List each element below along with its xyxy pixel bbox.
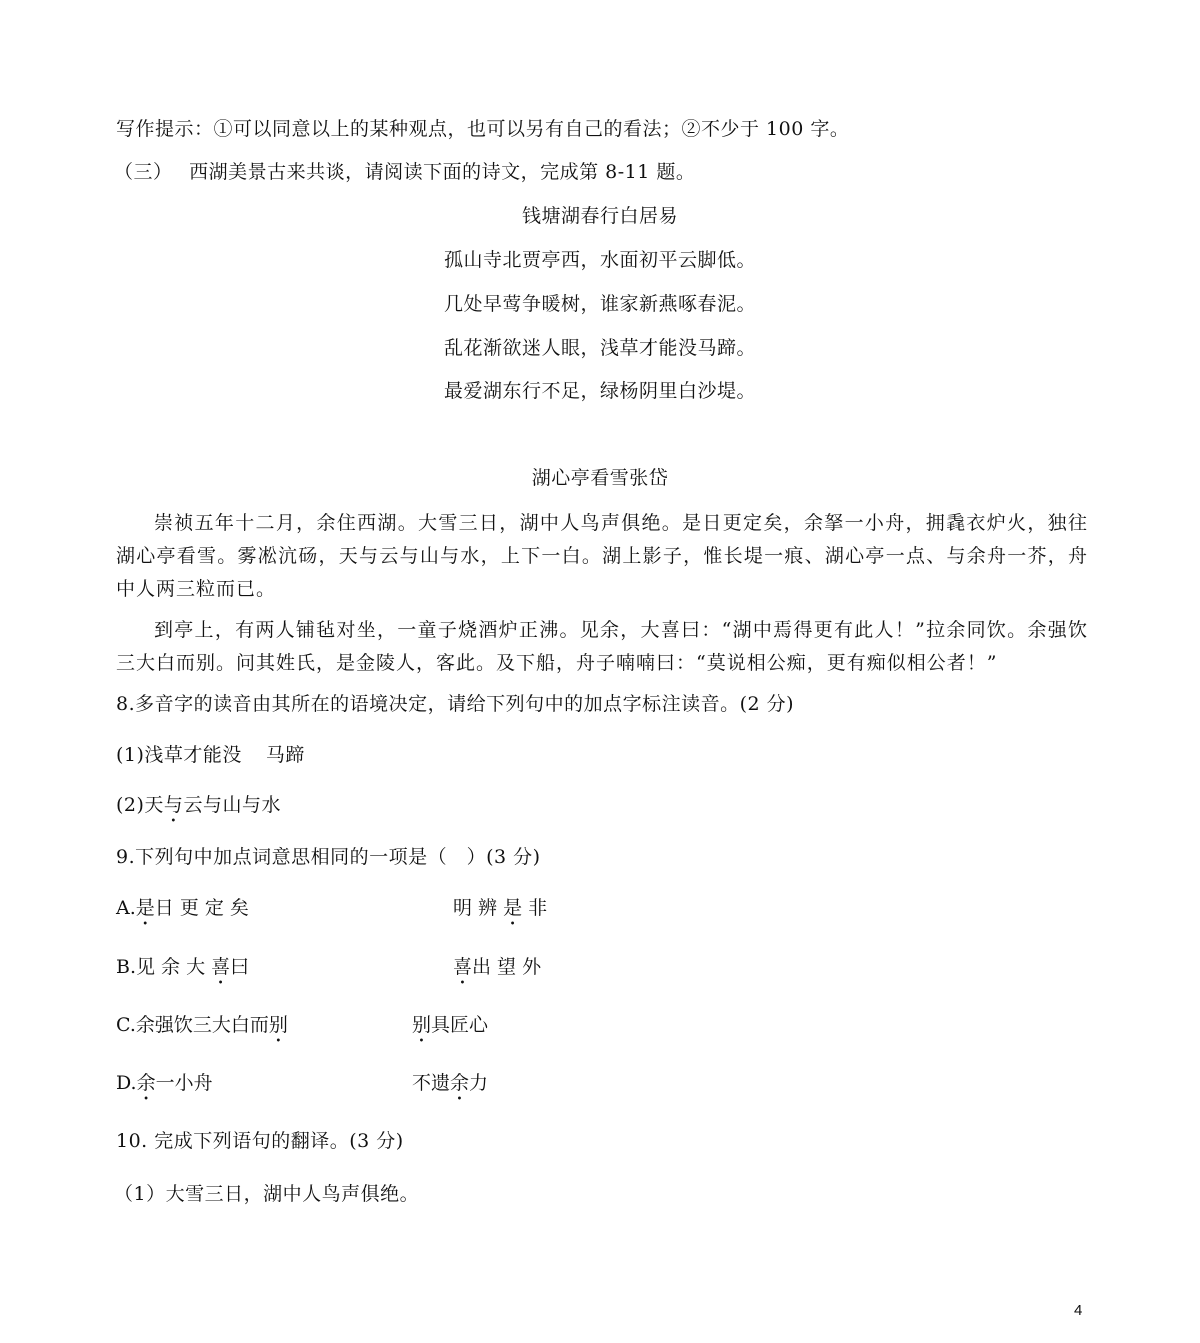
option-dotted-char: 别: [412, 1014, 432, 1036]
option-text: 一小舟: [155, 1072, 213, 1094]
option-text: 非: [522, 897, 548, 919]
option-text: 日 更 定 矣: [154, 897, 249, 919]
poem-line: 乱花渐欲迷人眼，浅草才能没马蹄。: [443, 337, 756, 359]
option-dotted-char: 喜: [453, 956, 473, 978]
option-dotted-char: 喜: [211, 956, 231, 978]
writing-tip: 写作提示：①可以同意以上的某种观点，也可以另有自己的看法；②不少于 100 字。: [116, 118, 850, 140]
option-text: B.见 余 大: [116, 956, 212, 978]
option-dotted-char: 别: [268, 1014, 288, 1036]
option-text: D.: [116, 1072, 137, 1094]
prose-paragraph: 到亭上，有两人铺毡对坐，一童子烧酒炉正沸。见余，大喜曰：“湖中焉得更有此人！”拉余同饮。余强饮三大白而别。问其姓氏，是金陵人，客此。及下船，舟子喃喃曰：“莫说相公痴，更有痴似相公者！”: [116, 619, 1088, 674]
question-10-stem: 10. 完成下列语句的翻译。(3 分): [116, 1130, 404, 1152]
option-text: 明 辨: [453, 897, 504, 919]
poem-line: 最爱湖东行不足，绿杨阴里白沙堤。: [443, 380, 756, 402]
prose-title: 湖心亭看雪张岱: [531, 467, 669, 489]
page-number: 4: [1074, 1302, 1083, 1319]
option-dotted-char: 是: [503, 897, 523, 919]
option-text: C.余强饮三大白而: [116, 1014, 269, 1036]
option-text: 曰: [230, 956, 250, 978]
q9-option-b-right: [453, 955, 541, 989]
option-text: A.: [116, 897, 136, 919]
q9-option-c-right: [412, 1013, 488, 1047]
q8-item1-suffix: 马蹄: [265, 744, 305, 766]
option-dotted-char: 余: [136, 1072, 156, 1094]
section-heading: [114, 160, 695, 184]
prose-paragraph: 崇祯五年十二月，余住西湖。大雪三日，湖中人鸟声俱绝。是日更定矣，余拏一小舟，拥毳衣炉火，独往湖心亭看雪。雾凇沆砀，天与云与山与水，上下一白。湖上影子，惟长堤一痕、湖心亭一点、与余舟一芥，舟中人两三粒而已。: [116, 512, 1088, 600]
question-8-item-2: [116, 793, 281, 827]
section-label: （三）: [114, 161, 173, 183]
q9-option-c-left: [116, 1013, 288, 1047]
poem-title: 钱塘湖春行白居易: [521, 205, 678, 227]
q8-item2-text: 云与山与水: [183, 794, 281, 816]
section-text: 西湖美景古来共谈，请阅读下面的诗文，完成第 8-11 题。: [189, 161, 696, 183]
q9-option-a-left: [116, 896, 249, 930]
option-text: 不遗: [412, 1072, 451, 1094]
option-text: 具匠心: [431, 1014, 489, 1036]
question-8-item-1: [116, 743, 305, 777]
q9-option-d-right: [412, 1071, 488, 1105]
question-10-item-1: （1）大雪三日，湖中人鸟声俱绝。: [114, 1183, 420, 1205]
emphasis-dot: [242, 743, 254, 777]
option-dotted-char: 余: [450, 1072, 470, 1094]
poem-line: 孤山寺北贾亭西，水面初平云脚低。: [443, 249, 756, 271]
question-9-stem: 9.下列句中加点词意思相同的一项是（ ）(3 分): [116, 846, 541, 868]
option-text: 出 望 外: [472, 956, 542, 978]
q9-option-a-right: [453, 896, 547, 930]
q9-option-b-left: [116, 955, 249, 989]
poem-line: 几处早莺争暖树，谁家新燕啄春泥。: [443, 293, 756, 315]
q8-item1-prefix: (1)浅草才能没: [116, 744, 242, 766]
option-text: 力: [469, 1072, 489, 1094]
question-8-stem: 8.多音字的读音由其所在的语境决定，请给下列句中的加点字标注读音。(2 分): [116, 693, 795, 715]
q8-item2-dotted-char: 与: [163, 794, 184, 816]
q9-option-d-left: [116, 1071, 213, 1105]
q8-item2-text: (2)天: [116, 794, 164, 816]
option-dotted-char: 是: [135, 897, 155, 919]
